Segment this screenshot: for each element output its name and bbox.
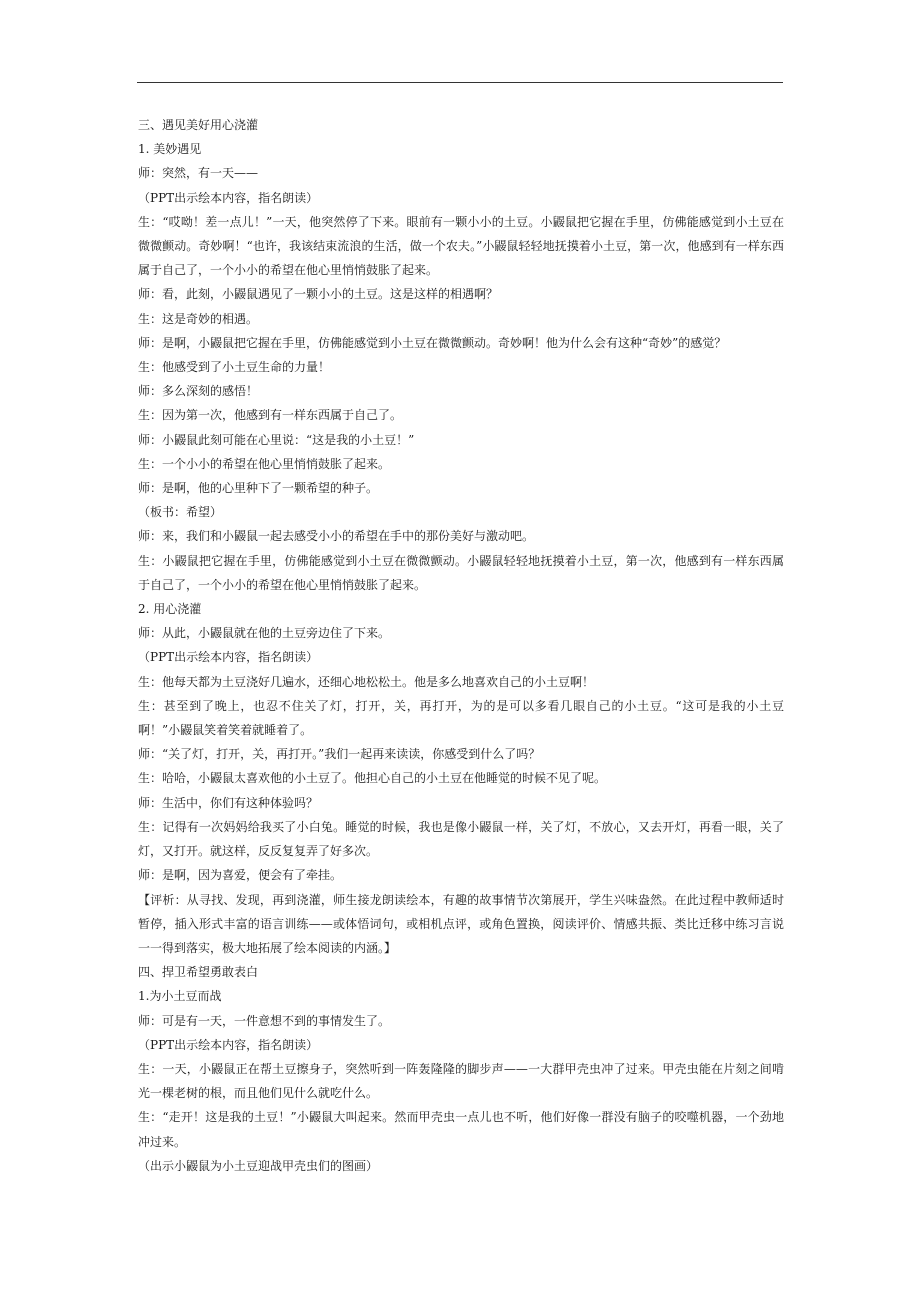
paragraph: 师：看，此刻，小鼹鼠遇见了一颗小小的土豆。这是这样的相遇啊？ bbox=[138, 287, 499, 302]
paragraph: 生：他感受到了小土豆生命的力量！ bbox=[138, 360, 331, 375]
subsection-heading-1: 1.为小土豆而战 bbox=[138, 989, 222, 1004]
paragraph: 生：甚至到了晚上，也忍不住关了灯，打开，关，再打开，为的是可以多看几眼自己的小土豆。“这可是我的小土豆啊！”小鼹鼠笑着笑着就睡着了。 bbox=[138, 698, 784, 738]
paragraph: 师：从此，小鼹鼠就在他的土豆旁边住了下来。 bbox=[138, 626, 391, 641]
paragraph: 师：“关了灯，打开，关，再打开。”我们一起再来读读，你感受到什么了吗？ bbox=[138, 747, 541, 762]
paragraph: （出示小鼹鼠为小土豆迎战甲壳虫们的图画） bbox=[138, 1158, 379, 1173]
section-heading-3: 三、遇见美好用心浇灌 bbox=[138, 118, 259, 132]
paragraph: 师：是啊，他的心里种下了一颗希望的种子。 bbox=[138, 481, 379, 496]
paragraph: 师：是啊，小鼹鼠把它握在手里，仿佛能感觉到小土豆在微微颤动。奇妙啊！他为什么会有这种“奇妙”的感觉？ bbox=[138, 335, 727, 350]
paragraph: 师：来，我们和小鼹鼠一起去感受小小的希望在手中的那份美好与激动吧。 bbox=[138, 529, 535, 544]
paragraph: 生：一天，小鼹鼠正在帮土豆擦身子，突然听到一阵轰隆隆的脚步声——一大群甲壳虫冲了过来。甲壳虫能在片刻之间啃光一棵老树的根，而且他们见什么就吃什么。 bbox=[138, 1061, 784, 1101]
commentary-paragraph: 【评析：从寻找、发现，再到浇灌，师生接龙朗读绘本，有趣的故事情节次第展开，学生兴味盎然。在此过程中教师适时暂停，插入形式丰富的语言训练——或体悟词句，或相机点评，或角色置换，阅读评价、情感共振、类比迁移中练习言说一一得到落实，极大地拓展了绘本阅读的内涵。】 bbox=[138, 892, 784, 955]
subsection-heading-2: 2. 用心浇灌 bbox=[138, 602, 202, 617]
paragraph: （PPT出示绘本内容，指名朗读） bbox=[138, 1037, 319, 1052]
paragraph: 生：记得有一次妈妈给我买了小白兔。睡觉的时候，我也是像小鼹鼠一样，关了灯，不放心，又去开灯，再看一眼，关了灯，又打开。就这样，反反复复弄了好多次。 bbox=[138, 819, 784, 859]
paragraph: 生：“哎呦！差一点儿！”一天，他突然停了下来。眼前有一颗小小的土豆。小鼹鼠把它握在手里，仿佛能感觉到小土豆在微微颤动。奇妙啊！“也许，我该结束流浪的生活，做一个农夫。”小鼹鼠轻轻地抚摸着小土豆，第一次，他感到有一样东西属于自己了，一个小小的希望在他心里悄悄鼓胀了起来。 bbox=[138, 214, 784, 278]
paragraph: （板书：希望） bbox=[138, 505, 223, 520]
paragraph: 师：小鼹鼠此刻可能在心里说：“这是我的小土豆！” bbox=[138, 432, 415, 447]
document-body bbox=[138, 113, 784, 1178]
section-heading-4: 四、捍卫希望勇敢表白 bbox=[138, 965, 259, 980]
paragraph: （PPT出示绘本内容，指名朗读） bbox=[138, 190, 319, 205]
paragraph: 师：可是有一天，一件意想不到的事情发生了。 bbox=[138, 1013, 391, 1028]
paragraph: 生：他每天都为土豆浇好几遍水，还细心地松松土。他是多么地喜欢自己的小土豆啊！ bbox=[138, 674, 595, 689]
paragraph: 生：“走开！这是我的土豆！”小鼹鼠大叫起来。然而甲壳虫一点儿也不听，他们好像一群没有脑子的咬噬机器，一个劲地冲过来。 bbox=[138, 1110, 784, 1149]
paragraph: 生：小鼹鼠把它握在手里，仿佛能感觉到小土豆在微微颤动。小鼹鼠轻轻地抚摸着小土豆，第一次，他感到有一样东西属于自己了，一个小小的希望在他心里悄悄鼓胀了起来。 bbox=[138, 553, 784, 592]
header-rule bbox=[137, 82, 783, 83]
paragraph: 师：是啊，因为喜爱，便会有了牵挂。 bbox=[138, 868, 343, 883]
paragraph: 生：一个小小的希望在他心里悄悄鼓胀了起来。 bbox=[138, 456, 391, 471]
paragraph: 生：哈哈，小鼹鼠太喜欢他的小土豆了。他担心自己的小土豆在他睡觉的时候不见了呢。 bbox=[138, 771, 607, 786]
paragraph: 师：突然，有一天—— bbox=[138, 166, 259, 181]
paragraph: 生：因为第一次，他感到有一样东西属于自己了。 bbox=[138, 408, 403, 423]
paragraph: 生：这是奇妙的相遇。 bbox=[138, 311, 259, 326]
paragraph: 师：生活中，你们有这种体验吗？ bbox=[138, 795, 319, 810]
paragraph: （PPT出示绘本内容，指名朗读） bbox=[138, 650, 319, 665]
subsection-heading-1: 1. 美妙遇见 bbox=[138, 142, 202, 157]
paragraph: 师：多么深刻的感悟！ bbox=[138, 384, 259, 399]
